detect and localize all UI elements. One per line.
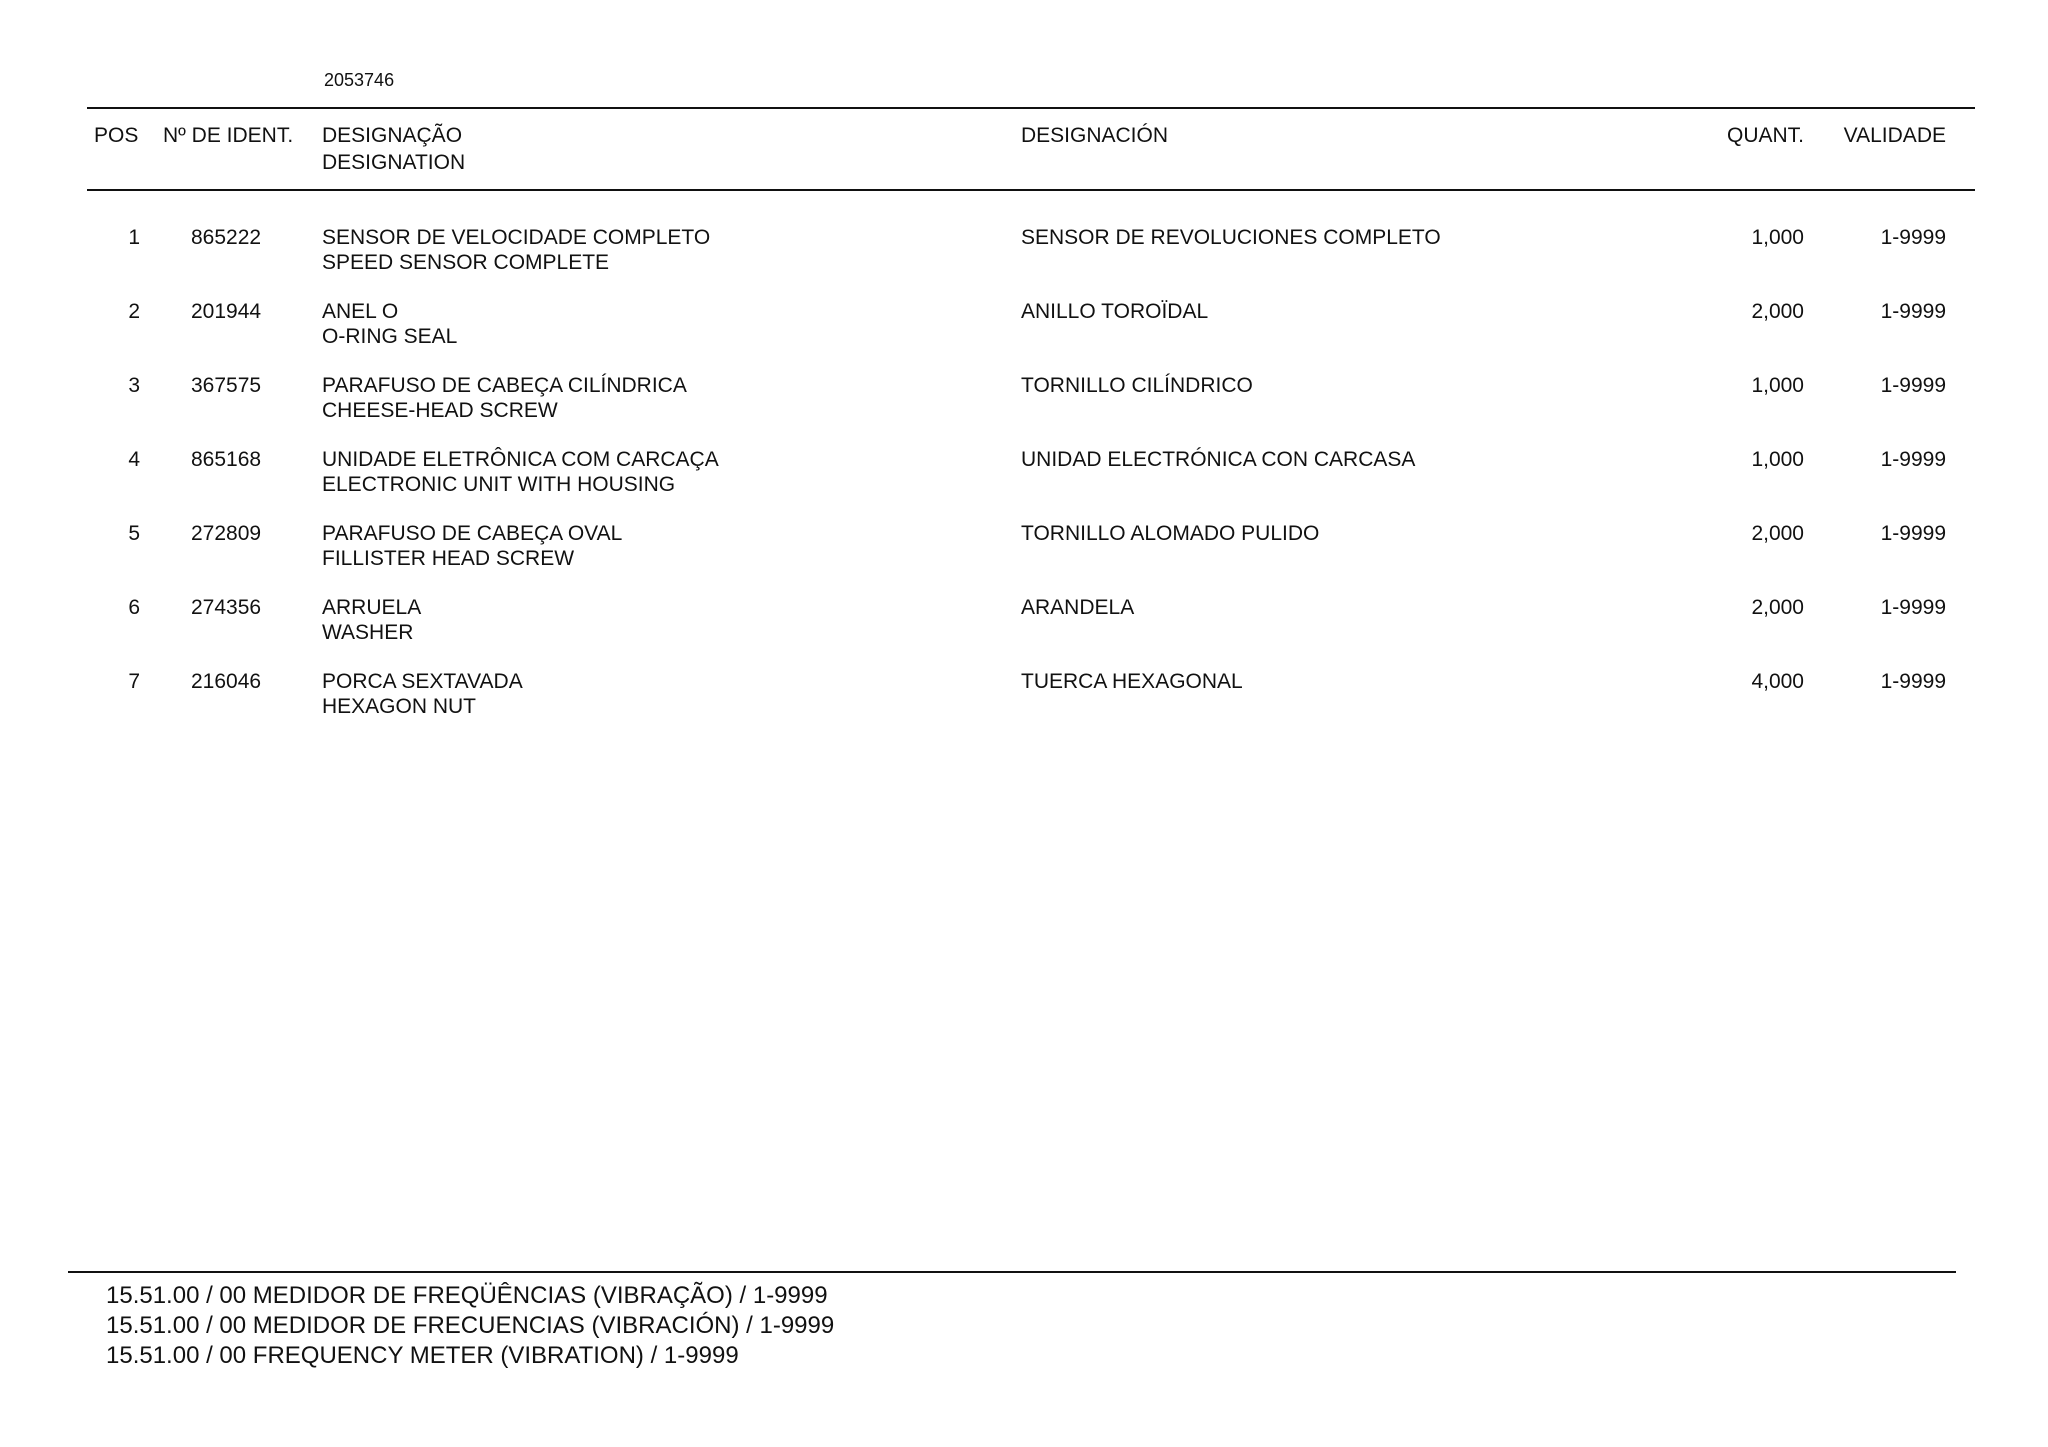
- row-designation-en: SPEED SENSOR COMPLETE: [322, 251, 610, 274]
- row-designation-en: ELECTRONIC UNIT WITH HOUSING: [322, 473, 676, 496]
- row-designation-en: FILLISTER HEAD SCREW: [322, 547, 575, 570]
- row-designation: [322, 521, 622, 571]
- row-designation-es: ANILLO TOROÏDAL: [1021, 300, 1209, 323]
- row-quantity: 1,000: [1751, 374, 1804, 397]
- row-ident: 865168: [191, 448, 262, 471]
- footer-line-pt: 15.51.00 / 00 MEDIDOR DE FREQÜÊNCIAS (VIBRAÇÃO) / 1-9999: [106, 1282, 828, 1309]
- row-designation-en: CHEESE-HEAD SCREW: [322, 399, 558, 422]
- header-pos: POS: [94, 124, 139, 147]
- row-designation: [322, 299, 457, 349]
- table-row: [0, 225, 2048, 299]
- row-designation-pt: PORCA SEXTAVADA: [322, 670, 523, 693]
- row-quantity: 2,000: [1751, 522, 1804, 545]
- row-designation-en: HEXAGON NUT: [322, 695, 477, 718]
- header-designation: [322, 122, 465, 176]
- table-row: [0, 373, 2048, 447]
- row-designation: [322, 373, 687, 423]
- row-designation-es: TORNILLO ALOMADO PULIDO: [1021, 522, 1320, 545]
- row-validity: 1-9999: [1880, 596, 1946, 619]
- row-pos: 5: [128, 522, 140, 545]
- row-validity: 1-9999: [1880, 226, 1946, 249]
- row-pos: 6: [128, 596, 140, 619]
- row-designation-pt: PARAFUSO DE CABEÇA CILÍNDRICA: [322, 374, 687, 397]
- row-pos: 7: [128, 670, 140, 693]
- document-number: 2053746: [324, 70, 395, 90]
- table-top-rule: [87, 107, 1975, 109]
- row-designation-pt: SENSOR DE VELOCIDADE COMPLETO: [322, 226, 711, 249]
- header-designacion: DESIGNACIÓN: [1021, 124, 1169, 147]
- row-ident: 367575: [191, 374, 262, 397]
- row-ident: 274356: [191, 596, 262, 619]
- table-header-rule: [87, 189, 1975, 191]
- row-validity: 1-9999: [1880, 374, 1946, 397]
- row-validity: 1-9999: [1880, 300, 1946, 323]
- table-row: [0, 299, 2048, 373]
- row-ident: 865222: [191, 226, 262, 249]
- row-quantity: 2,000: [1751, 596, 1804, 619]
- row-designation-en: WASHER: [322, 621, 414, 644]
- row-validity: 1-9999: [1880, 670, 1946, 693]
- header-designation-en: DESIGNATION: [322, 151, 466, 174]
- row-designation: [322, 225, 710, 275]
- row-validity: 1-9999: [1880, 448, 1946, 471]
- header-designacao: DESIGNAÇÃO: [322, 124, 463, 147]
- row-designation-es: SENSOR DE REVOLUCIONES COMPLETO: [1021, 226, 1441, 249]
- row-designation: [322, 447, 719, 497]
- row-designation: [322, 595, 421, 645]
- row-designation-pt: UNIDADE ELETRÔNICA COM CARCAÇA: [322, 448, 719, 471]
- row-quantity: 1,000: [1751, 448, 1804, 471]
- row-designation-en: O-RING SEAL: [322, 325, 458, 348]
- table-row: [0, 521, 2048, 595]
- row-designation-es: ARANDELA: [1021, 596, 1135, 619]
- row-designation-pt: ARRUELA: [322, 596, 422, 619]
- table-row: [0, 447, 2048, 521]
- row-validity: 1-9999: [1880, 522, 1946, 545]
- row-quantity: 2,000: [1751, 300, 1804, 323]
- header-quant: QUANT.: [1726, 124, 1804, 147]
- row-designation: [322, 669, 523, 719]
- row-ident: 272809: [191, 522, 262, 545]
- row-quantity: 4,000: [1751, 670, 1804, 693]
- row-designation-es: TORNILLO CILÍNDRICO: [1021, 374, 1253, 397]
- table-row: [0, 669, 2048, 743]
- row-ident: 216046: [191, 670, 262, 693]
- row-pos: 3: [128, 374, 140, 397]
- row-ident: 201944: [191, 300, 262, 323]
- row-pos: 4: [128, 448, 140, 471]
- row-designation-pt: PARAFUSO DE CABEÇA OVAL: [322, 522, 623, 545]
- row-designation-es: UNIDAD ELECTRÓNICA CON CARCASA: [1021, 448, 1416, 471]
- row-pos: 1: [128, 226, 140, 249]
- footer-rule: [68, 1271, 1956, 1273]
- table-row: [0, 595, 2048, 669]
- row-quantity: 1,000: [1751, 226, 1804, 249]
- footer-line-en: 15.51.00 / 00 FREQUENCY METER (VIBRATION) / 1-9999: [106, 1342, 739, 1369]
- footer-line-es: 15.51.00 / 00 MEDIDOR DE FRECUENCIAS (VIBRACIÓN) / 1-9999: [106, 1312, 835, 1339]
- row-pos: 2: [128, 300, 140, 323]
- footer-assembly-reference: [106, 1281, 834, 1371]
- header-validade: VALIDADE: [1843, 124, 1946, 147]
- header-ident: Nº DE IDENT.: [163, 124, 294, 147]
- row-designation-es: TUERCA HEXAGONAL: [1021, 670, 1243, 693]
- row-designation-pt: ANEL O: [322, 300, 399, 323]
